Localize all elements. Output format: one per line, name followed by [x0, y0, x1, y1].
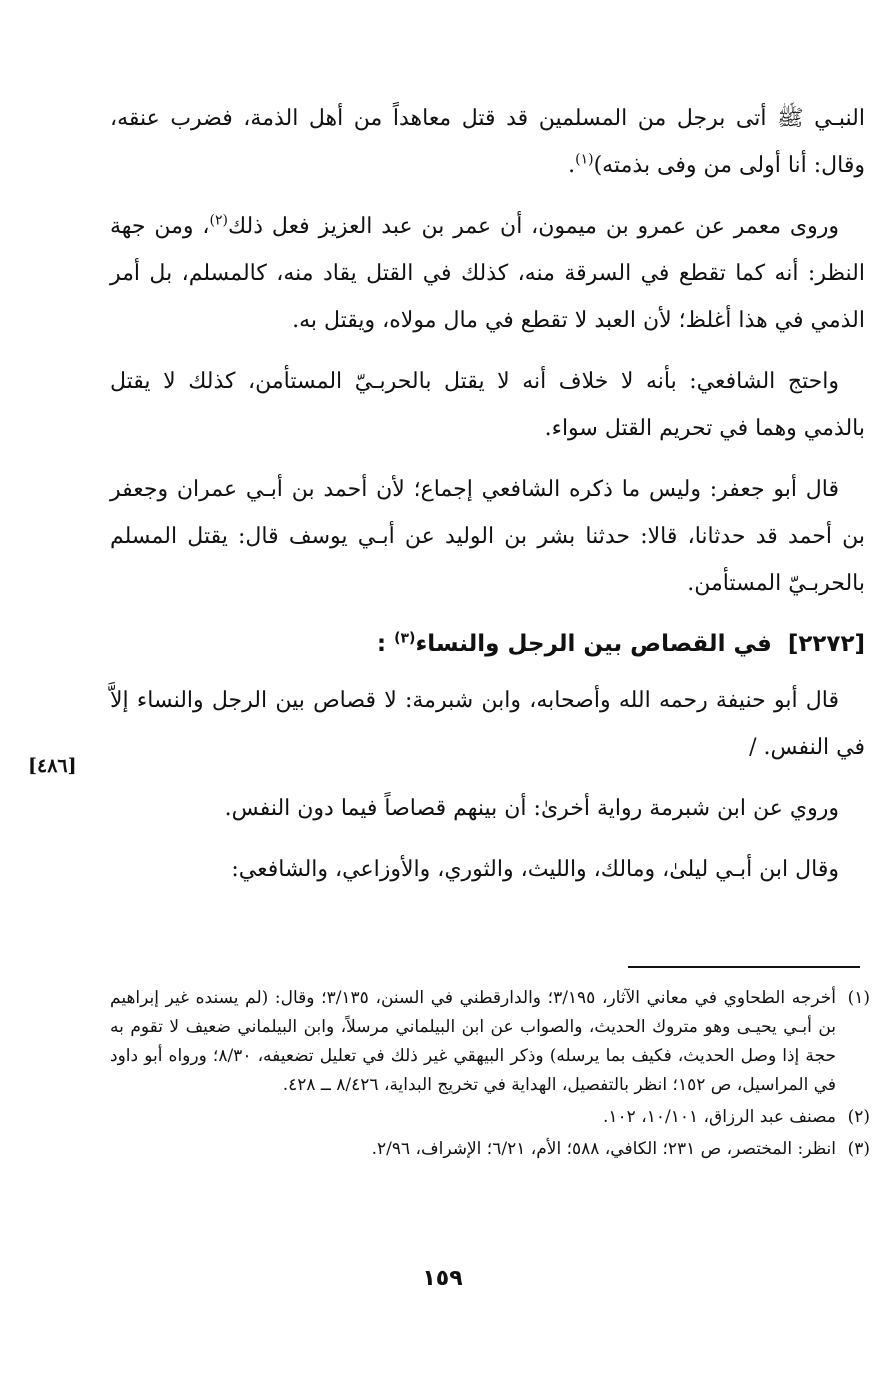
footnote-3-text: انظر: المختصر، ص ٢٣١؛ الكافي، ٥٨٨؛ الأم، ٦/٢١؛ الإشراف، ٢/٩٦. [371, 1139, 836, 1159]
paragraph-2-tail: ، ومن جهة النظر: أنه كما تقطع في السرقة منه، كذلك في القتل يقاد منه، كالمسلم، بل أمر الذمي في هذا أغلظ؛ لأن العبد لا تقطع في مال مولاه، ويقتل به. [110, 214, 865, 333]
footnote-ref-3[interactable]: (٣) [394, 630, 416, 647]
footnotes [110, 984, 870, 1167]
paragraph-3-text: واحتج الشافعي: بأنه لا خلاف أنه لا يقتل بالحربـيّ المستأمن، كذلك لا يقتل بالذمي وهما في تحريم القتل سواء. [110, 369, 865, 441]
paragraph-5-text: قال أبو حنيفة رحمه الله وأصحابه، وابن شبرمة: لا قصاص بين الرجل والنساء إلاَّ في النفس. / [110, 688, 865, 760]
section-heading-tail: : [376, 631, 387, 657]
footnote-1 [110, 984, 870, 1100]
paragraph-5 [110, 677, 865, 771]
paragraph-4-text: قال أبو جعفر: وليس ما ذكره الشافعي إجماع؛ لأن أحمد بن أبـي عمران وجعفر بن أحمد قد حدثانا، قالا: حدثنا بشر بن الوليد عن أبـي يوسف قال: يقتل المسلم بالحربـيّ المستأمن. [110, 477, 865, 596]
main-text [110, 95, 865, 907]
paragraph-2 [110, 203, 865, 344]
paragraph-6 [110, 785, 865, 832]
footnote-separator [628, 966, 860, 968]
paragraph-1-tail: . [568, 153, 576, 178]
footnote-1-number: (١) [847, 988, 870, 1008]
footnote-ref-1[interactable]: (١) [575, 151, 594, 168]
footnote-ref-2[interactable]: (٢) [209, 212, 228, 229]
footnote-3 [110, 1135, 870, 1164]
footnote-2-text: مصنف عبد الرزاق، ١٠/١٠١، ١٠٢. [603, 1107, 836, 1127]
footnote-2-number: (٢) [847, 1107, 870, 1127]
footnote-3-number: (٣) [847, 1139, 870, 1159]
paragraph-1 [110, 95, 865, 189]
paragraph-1-text: النبـي ﷺ أتى برجل من المسلمين قد قتل معاهداً من أهل الذمة، فضرب عنقه، وقال: أنا أولى من وفى بذمته) [110, 106, 865, 178]
original-page-marker: [٤٨٦] [28, 755, 77, 777]
paragraph-4 [110, 466, 865, 607]
paragraph-6-text: وروي عن ابن شبرمة رواية أخرىٰ: أن بينهم قصاصاً فيما دون النفس. [224, 796, 839, 821]
section-title: في القصاص بين الرجل والنساء [415, 631, 772, 657]
section-number: [٢٢٧٢] [787, 631, 865, 657]
footnote-1-text: أخرجه الطحاوي في معاني الآثار، ٣/١٩٥؛ والدارقطني في السنن، ٣/١٣٥؛ وقال: (لم يسنده غير إبراهيم بن أبـي يحيـى وهو متروك الحديث، والصواب عن ابن البيلماني مرسلاً، وابن البيلماني ضعيف لا تقوم به حجة إذا وصل الحديث، فكيف بما يرسله) وذكر البيهقي غير ذلك في تعليل تضعيفه، ٨/٣٠؛ ورواه أبو داود في المراسيل، ص ١٥٢؛ انظر بالتفصيل، الهداية في تخريج البداية، ٨/٤٢٦ ــ ٤٢٨. [110, 988, 836, 1095]
paragraph-7 [110, 846, 865, 893]
paragraph-3 [110, 358, 865, 452]
footnote-2 [110, 1103, 870, 1132]
paragraph-2-text: وروى معمر عن عمرو بن ميمون، أن عمر بن عبد العزيز فعل ذلك [228, 214, 839, 239]
paragraph-7-text: وقال ابن أبـي ليلىٰ، ومالك، والليث، والثوري، والأوزاعي، والشافعي: [231, 857, 839, 882]
page-number: ١٥٩ [422, 1266, 463, 1291]
section-heading [110, 621, 865, 667]
